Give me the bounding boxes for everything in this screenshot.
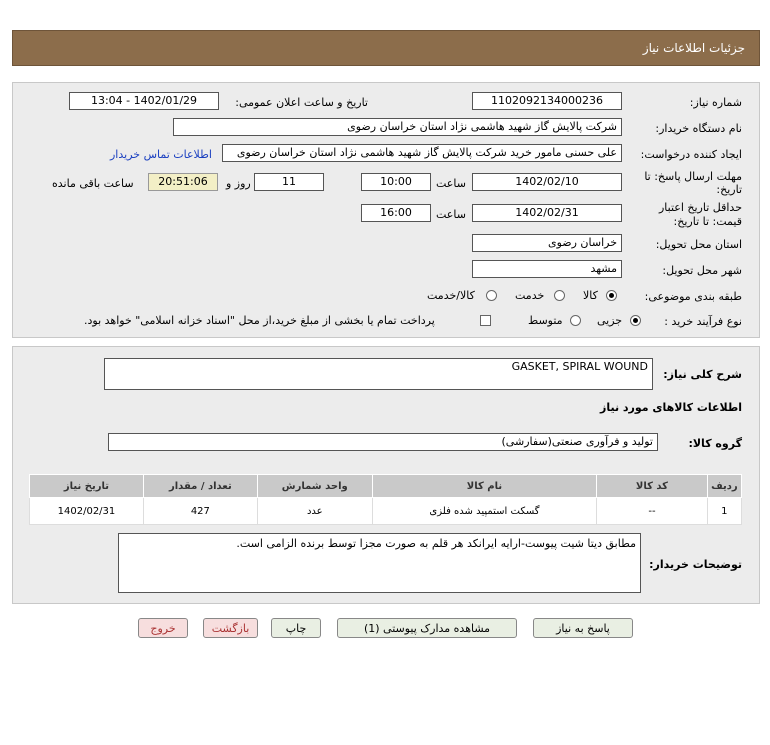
category-radio-goods-service[interactable] <box>486 290 497 301</box>
col-header-row-number: ردیف <box>707 475 741 498</box>
exit-button[interactable]: خروج <box>138 618 188 638</box>
general-desc-label: شرح کلی نیاز: <box>663 368 742 381</box>
cell-need-date: 1402/02/31 <box>30 498 144 525</box>
purchase-type-radio-medium[interactable] <box>570 315 581 326</box>
response-deadline-label-2: تاریخ: <box>716 183 742 196</box>
response-time-field: 10:00 <box>361 173 431 191</box>
view-attachments-button[interactable]: مشاهده مدارک پیوستی (1) <box>337 618 517 638</box>
table-row <box>30 498 742 525</box>
cell-row-number: 1 <box>707 498 741 525</box>
purchase-type-label: نوع فرآیند خرید : <box>664 315 742 328</box>
general-desc-value: GASKET, SPIRAL WOUND <box>511 360 648 373</box>
treasury-payment-checkbox[interactable] <box>480 315 491 326</box>
requester-field: علی حسنی مامور خرید شرکت پالایش گاز شهید هاشمی نژاد استان خراسان رضوی <box>222 144 622 162</box>
remaining-time-field: 20:51:06 <box>148 173 218 191</box>
price-validity-label: حداقل تاریخ اعتبار <box>658 201 742 214</box>
col-header-goods-name: نام کالا <box>372 475 596 498</box>
page-header <box>12 30 760 66</box>
purchase-type-radio-minor[interactable] <box>630 315 641 326</box>
buyer-contact-link[interactable]: اطلاعات تماس خریدار <box>110 148 212 161</box>
page-title: جزئیات اطلاعات نیاز <box>642 41 745 55</box>
delivery-city-field: مشهد <box>472 260 622 278</box>
col-header-unit: واحد شمارش <box>257 475 372 498</box>
announce-datetime-field: 1402/01/29 - 13:04 <box>69 92 219 110</box>
buyer-org-field: شرکت پالایش گاز شهید هاشمی نژاد استان خراسان رضوی <box>173 118 622 136</box>
goods-table <box>29 474 742 525</box>
goods-info-title: اطلاعات کالاهای مورد نیاز <box>600 401 742 414</box>
buyer-notes-value: مطابق دیتا شیت پیوست-ارایه ایرانکد هر قلم به صورت مجزا توسط برنده الزامی است. <box>236 537 636 550</box>
category-option-goods: کالا <box>583 289 598 302</box>
category-option-service: خدمت <box>515 289 545 302</box>
price-validity-label-2: قیمت: تا تاریخ: <box>673 215 742 228</box>
category-option-goods-service: کالا/خدمت <box>427 289 475 302</box>
price-validity-date-field: 1402/02/31 <box>472 204 622 222</box>
delivery-province-field: خراسان رضوی <box>472 234 622 252</box>
general-desc-field <box>104 358 653 390</box>
price-validity-time-label: ساعت <box>436 208 466 221</box>
delivery-city-label: شهر محل تحویل: <box>662 264 742 277</box>
need-number-label: شماره نیاز: <box>689 96 742 109</box>
buyer-notes-field <box>118 533 641 593</box>
print-button[interactable]: چاپ <box>271 618 321 638</box>
category-label: طبقه بندی موضوعی: <box>644 290 742 303</box>
price-validity-time-field: 16:00 <box>361 204 431 222</box>
cell-quantity: 427 <box>143 498 257 525</box>
cell-goods-name: گسکت استمپید شده فلزی <box>372 498 596 525</box>
category-radio-service[interactable] <box>554 290 565 301</box>
delivery-province-label: استان محل تحویل: <box>655 238 742 251</box>
buyer-notes-label: توضیحات خریدار: <box>649 558 742 571</box>
announce-datetime-label: تاریخ و ساعت اعلان عمومی: <box>235 96 368 109</box>
back-button[interactable]: بازگشت <box>203 618 258 638</box>
response-deadline-label: مهلت ارسال پاسخ: تا <box>644 170 742 183</box>
response-days-label: روز و <box>226 177 251 190</box>
col-header-goods-code: کد کالا <box>597 475 708 498</box>
goods-table-header-row <box>30 475 742 498</box>
cell-unit: عدد <box>257 498 372 525</box>
goods-group-label: گروه کالا: <box>688 437 742 450</box>
response-date-field: 1402/02/10 <box>472 173 622 191</box>
response-time-label: ساعت <box>436 177 466 190</box>
buyer-org-label: نام دستگاه خریدار: <box>655 122 742 135</box>
col-header-quantity: تعداد / مقدار <box>143 475 257 498</box>
purchase-type-option-medium: متوسط <box>528 314 563 327</box>
cell-goods-code: -- <box>597 498 708 525</box>
requester-label: ایجاد کننده درخواست: <box>640 148 742 161</box>
need-number-field: 1102092134000236 <box>472 92 622 110</box>
col-header-need-date: تاریخ نیاز <box>30 475 144 498</box>
response-days-field: 11 <box>254 173 324 191</box>
treasury-payment-note: پرداخت تمام یا بخشی از مبلغ خرید،از محل "اسناد خزانه اسلامی" خواهد بود. <box>84 314 435 327</box>
goods-group-field: تولید و فرآوری صنعتی(سفارشی) <box>108 433 658 451</box>
purchase-type-option-minor: جزیی <box>597 314 623 327</box>
remaining-time-label: ساعت باقی مانده <box>52 177 134 190</box>
category-radio-goods[interactable] <box>606 290 617 301</box>
reply-button[interactable]: پاسخ به نیاز <box>533 618 633 638</box>
